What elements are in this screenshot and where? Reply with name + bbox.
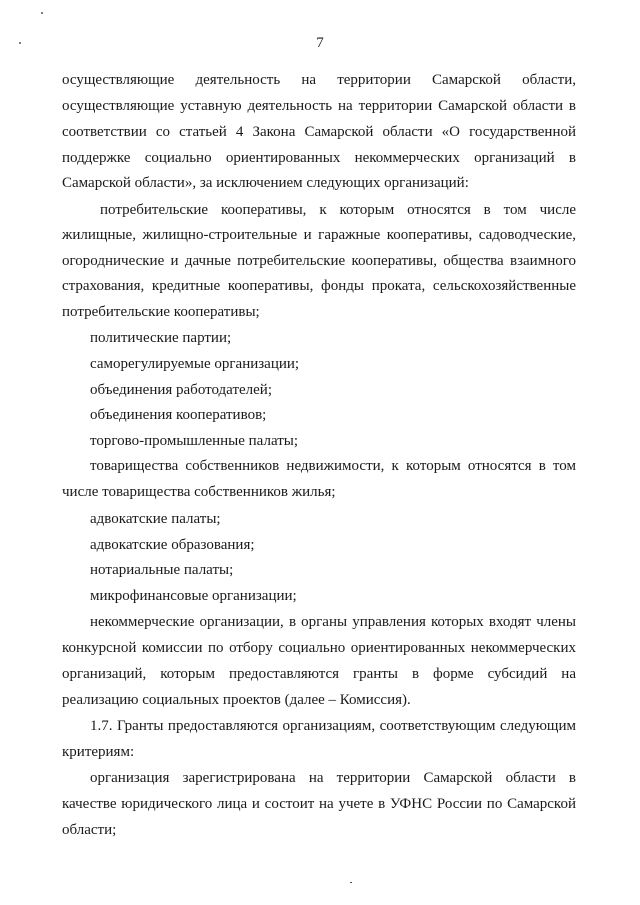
list-item: саморегулируемые организации; <box>90 356 300 372</box>
list-item: нотариальные палаты; <box>90 562 234 578</box>
list-item: микрофинансовые организации; <box>90 588 297 604</box>
list-item: политические партии; <box>90 330 232 346</box>
text-line: страхования, кредитные кооперативы, фонды проката, сельскохозяйственные <box>62 278 576 294</box>
text-line: критериям: <box>62 744 135 760</box>
text-line: организаций, которым предоставляются гранты в форме субсидий на <box>62 666 576 682</box>
text-line: реализацию социальных проектов (далее – Комиссия). <box>62 692 411 708</box>
text-line: жилищные, жилищно-строительные и гаражные кооперативы, садоводческие, <box>62 227 576 243</box>
text-line: потребительские кооперативы; <box>62 304 260 320</box>
list-item: адвокатские образования; <box>90 537 255 553</box>
text-line: товарищества собственников недвижимости, к которым относятся в том <box>90 458 576 474</box>
scan-speck <box>350 882 352 883</box>
text-line: конкурсной комиссии по отбору социально ориентированных некоммерческих <box>62 640 576 656</box>
text-line: области; <box>62 822 117 838</box>
text-line: осуществляющие деятельность на территории Самарской области, <box>62 72 576 88</box>
page-number: 7 <box>316 35 324 51</box>
text-line: некоммерческие организации, в органы управления которых входят члены <box>90 614 576 630</box>
text-line: 1.7. Гранты предоставляются организациям, соответствующим следующим <box>90 718 576 734</box>
text-line: поддержке социально ориентированных некоммерческих организаций в <box>62 150 576 166</box>
list-item: адвокатские палаты; <box>90 511 221 527</box>
text-line: организация зарегистрирована на территории Самарской области в <box>90 770 576 786</box>
list-item: объединения кооперативов; <box>90 407 267 423</box>
text-line: качестве юридического лица и состоит на учете в УФНС России по Самарской <box>62 796 576 812</box>
scan-speck <box>41 12 43 14</box>
text-line: потребительские кооперативы, к которым относятся в том числе <box>100 202 576 218</box>
list-item: торгово-промышленные палаты; <box>90 433 299 449</box>
text-line: осуществляющие уставную деятельность на территории Самарской области в <box>62 98 576 114</box>
text-line: огороднические и дачные потребительские кооперативы, общества взаимного <box>62 253 576 269</box>
text-line: Самарской области», за исключением следующих организаций: <box>62 175 469 191</box>
text-line: соответствии со статьей 4 Закона Самарской области «О государственной <box>62 124 576 140</box>
list-item: объединения работодателей; <box>90 382 272 398</box>
text-line: числе товарищества собственников жилья; <box>62 484 336 500</box>
